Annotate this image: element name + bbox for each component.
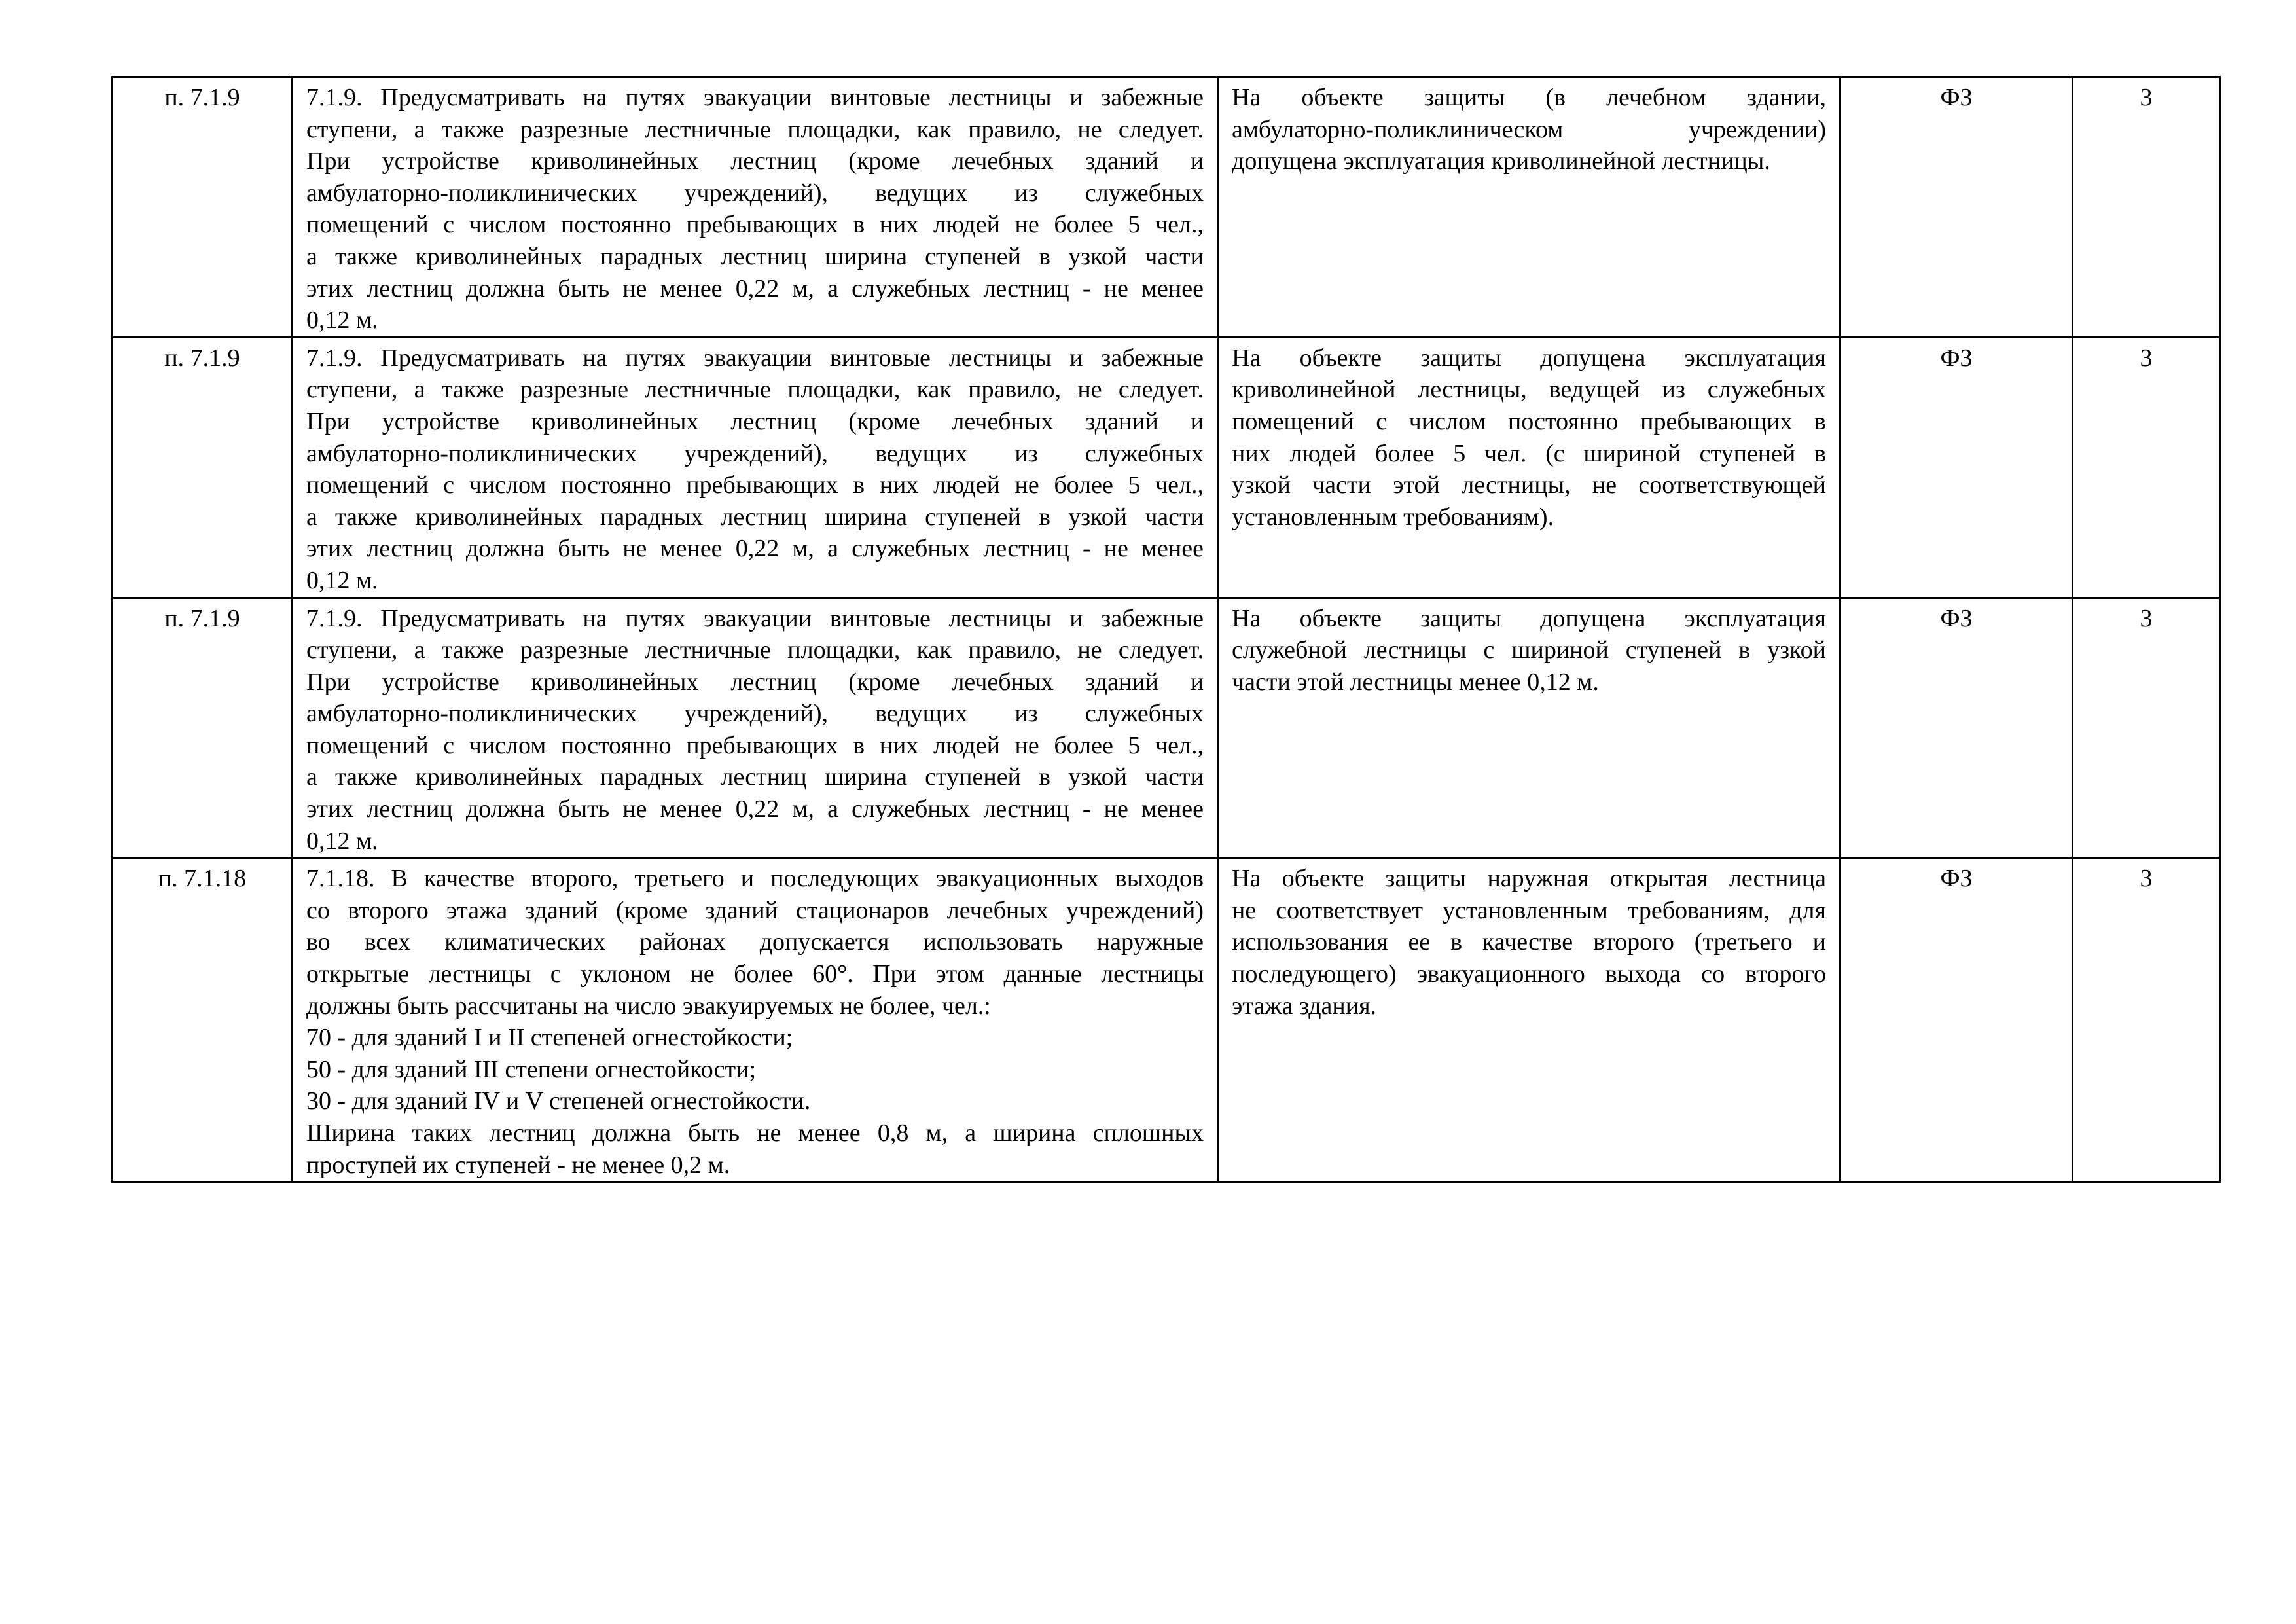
text-line: 0,12 м. <box>306 306 378 334</box>
text-line: криволинейной лестницы, ведущей из служебных <box>1232 376 1826 404</box>
text-line: 7.1.9. Предусматривать на путях эвакуации винтовые лестницы и забежные <box>306 604 1204 632</box>
text-line: этих лестниц должна быть не менее 0,22 м, а служебных лестниц - не менее <box>306 795 1204 823</box>
category-cell: 3 <box>2073 598 2220 858</box>
text-line: них людей более 5 чел. (с шириной ступеней в <box>1232 439 1826 467</box>
table-row <box>113 598 2220 858</box>
table-row <box>113 337 2220 598</box>
text-line: допущена эксплуатация криволинейной лестницы. <box>1232 147 1770 175</box>
text-line: во всех климатических районах допускается использовать наружные <box>306 928 1204 956</box>
text-line: последующего) эвакуационного выхода со второго <box>1232 960 1826 988</box>
text-line: открытые лестницы с уклоном не более 60°. При этом данные лестницы <box>306 960 1204 988</box>
text-line: На объекте защиты допущена эксплуатация <box>1232 344 1826 372</box>
text-line: На объекте защиты наружная открытая лестница <box>1232 865 1826 893</box>
norm-reference-cell: п. 7.1.9 <box>113 337 293 598</box>
law-type-cell: ФЗ <box>1840 337 2073 598</box>
requirement-text-cell <box>293 858 1218 1182</box>
category-cell: 3 <box>2073 77 2220 338</box>
text-line: На объекте защиты (в лечебном здании, <box>1232 84 1826 111</box>
text-line: а также криволинейных парадных лестниц ширина ступеней в узкой части <box>306 763 1204 791</box>
violation-description-cell <box>1218 77 1840 338</box>
law-type-cell: ФЗ <box>1840 598 2073 858</box>
text-line: амбулаторно-поликлиническом учреждении) <box>1232 115 1826 143</box>
text-line: этажа здания. <box>1232 992 1377 1020</box>
text-line: использования ее в качестве второго (третьего и <box>1232 928 1826 956</box>
text-line: ступени, а также разрезные лестничные площадки, как правило, не следует. <box>306 636 1204 664</box>
text-line: помещений с числом постоянно пребывающих в них людей не более 5 чел., <box>306 731 1204 759</box>
norm-reference-cell: п. 7.1.18 <box>113 858 293 1182</box>
text-line: Ширина таких лестниц должна быть не менее 0,8 м, а ширина сплошных <box>306 1119 1204 1147</box>
text-line: должны быть рассчитаны на число эвакуируемых не более, чел.: <box>306 992 991 1020</box>
text-line: 0,12 м. <box>306 566 378 594</box>
text-line: амбулаторно-поликлинических учреждений), ведущих из служебных <box>306 179 1204 207</box>
requirement-text-cell <box>293 337 1218 598</box>
text-line: служебной лестницы с шириной ступеней в узкой <box>1232 636 1826 664</box>
text-line: ступени, а также разрезные лестничные площадки, как правило, не следует. <box>306 115 1204 143</box>
text-line: помещений с числом постоянно пребывающих в них людей не более 5 чел., <box>306 471 1204 499</box>
law-type-cell: ФЗ <box>1840 77 2073 338</box>
text-line: При устройстве криволинейных лестниц (кроме лечебных зданий и <box>306 147 1204 175</box>
text-line: а также криволинейных парадных лестниц ширина ступеней в узкой части <box>306 503 1204 531</box>
text-line: а также криволинейных парадных лестниц ширина ступеней в узкой части <box>306 242 1204 270</box>
text-line: проступей их ступеней - не менее 0,2 м. <box>306 1151 730 1179</box>
category-cell: 3 <box>2073 337 2220 598</box>
text-line: 30 - для зданий IV и V степеней огнестойкости. <box>306 1087 811 1115</box>
violation-description-cell <box>1218 337 1840 598</box>
text-line: помещений с числом постоянно пребывающих в <box>1232 407 1826 435</box>
norm-reference-cell: п. 7.1.9 <box>113 77 293 338</box>
text-line: При устройстве криволинейных лестниц (кроме лечебных зданий и <box>306 407 1204 435</box>
text-line: амбулаторно-поликлинических учреждений), ведущих из служебных <box>306 439 1204 467</box>
norm-reference-cell: п. 7.1.9 <box>113 598 293 858</box>
table-row <box>113 77 2220 338</box>
text-line: помещений с числом постоянно пребывающих в них людей не более 5 чел., <box>306 211 1204 239</box>
text-line: 50 - для зданий III степени огнестойкости; <box>306 1055 757 1083</box>
text-line: части этой лестницы менее 0,12 м. <box>1232 668 1599 696</box>
text-line: 7.1.9. Предусматривать на путях эвакуации винтовые лестницы и забежные <box>306 344 1204 372</box>
text-line: амбулаторно-поликлинических учреждений), ведущих из служебных <box>306 700 1204 728</box>
text-line: 7.1.9. Предусматривать на путях эвакуации винтовые лестницы и забежные <box>306 84 1204 111</box>
table-row <box>113 858 2220 1182</box>
text-line: 70 - для зданий I и II степеней огнестойкости; <box>306 1024 793 1052</box>
violations-table <box>111 76 2221 1183</box>
violation-description-cell <box>1218 598 1840 858</box>
text-line: узкой части этой лестницы, не соответствующей <box>1232 471 1826 499</box>
category-cell: 3 <box>2073 858 2220 1182</box>
law-type-cell: ФЗ <box>1840 858 2073 1182</box>
text-line: не соответствует установленным требованиям, для <box>1232 896 1826 924</box>
text-line: этих лестниц должна быть не менее 0,22 м, а служебных лестниц - не менее <box>306 274 1204 302</box>
requirement-text-cell <box>293 598 1218 858</box>
requirement-text-cell <box>293 77 1218 338</box>
text-line: 0,12 м. <box>306 827 378 855</box>
violation-description-cell <box>1218 858 1840 1182</box>
text-line: ступени, а также разрезные лестничные площадки, как правило, не следует. <box>306 376 1204 404</box>
text-line: со второго этажа зданий (кроме зданий стационаров лечебных учреждений) <box>306 896 1204 924</box>
text-line: этих лестниц должна быть не менее 0,22 м, а служебных лестниц - не менее <box>306 535 1204 563</box>
text-line: 7.1.18. В качестве второго, третьего и последующих эвакуационных выходов <box>306 865 1204 893</box>
text-line: На объекте защиты допущена эксплуатация <box>1232 604 1826 632</box>
text-line: При устройстве криволинейных лестниц (кроме лечебных зданий и <box>306 668 1204 696</box>
text-line: установленным требованиям). <box>1232 503 1554 531</box>
